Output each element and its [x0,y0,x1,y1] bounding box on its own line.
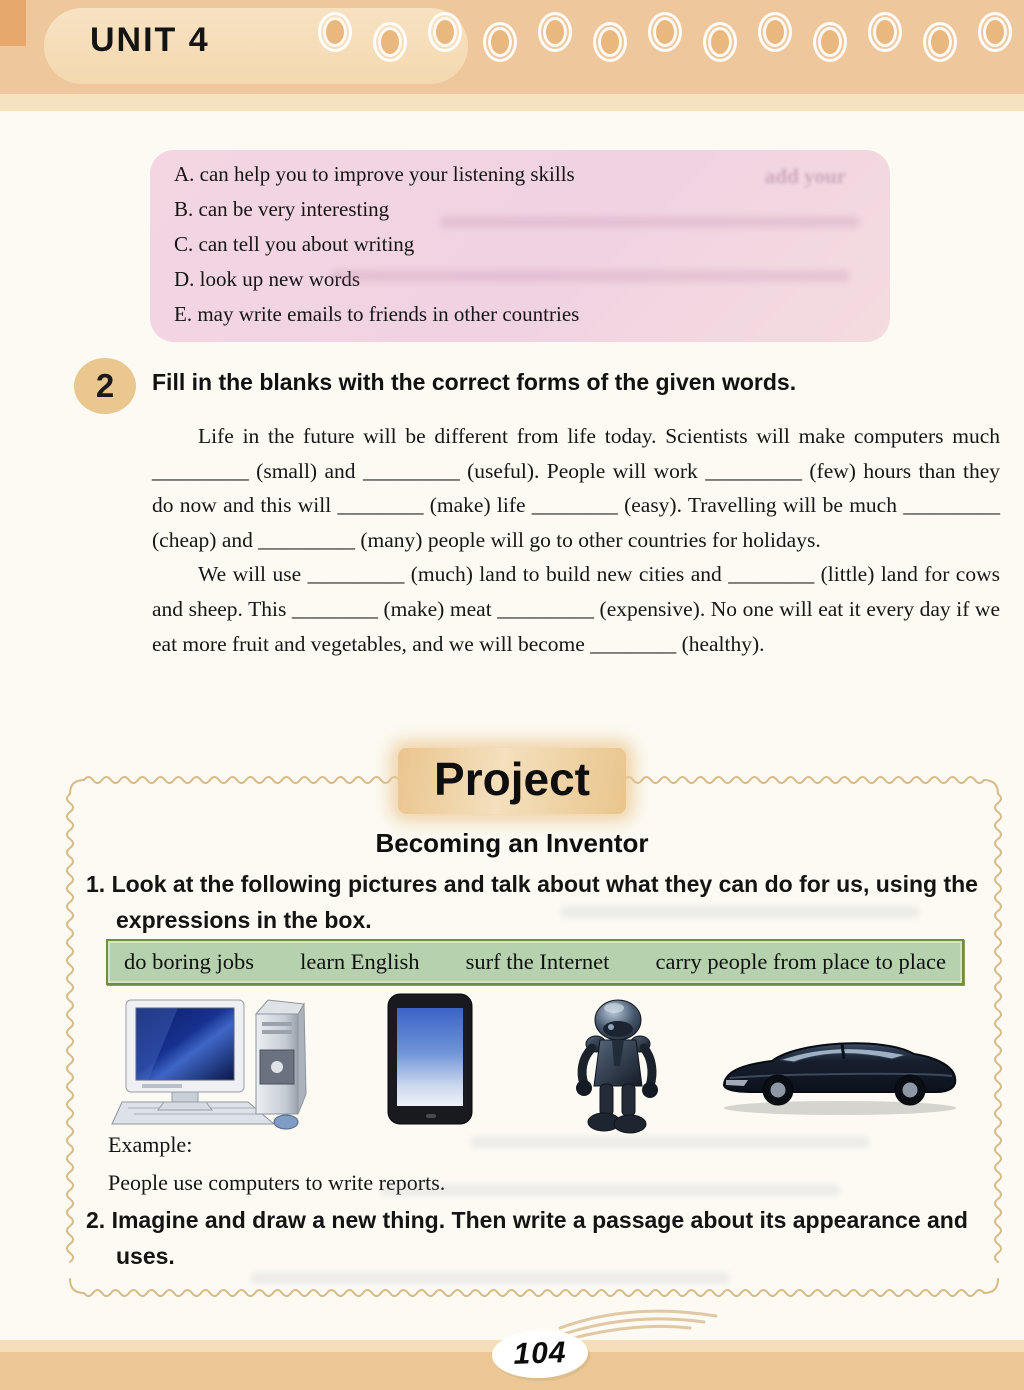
option-a: A. can help you to improve your listening skills [174,162,575,186]
example-sentence: People use computers to write reports. [108,1170,446,1195]
option-d: D. look up new words [174,267,361,291]
smartphone-image [382,992,478,1128]
ring-ornament [318,12,352,52]
humanoid-robot-image [562,996,674,1138]
ring-ornament [428,12,462,52]
exercise-number-badge: 2 [74,358,136,414]
sedan-car-image [714,1022,966,1120]
desktop-computer-image [108,998,314,1132]
task-1-number: 1. [86,871,106,897]
exercise-title: Fill in the blanks with the correct forms of the given words. [152,369,797,395]
bleed-through-text: add your [764,164,846,188]
fill-in-passage [152,419,1000,661]
ring-ornament [373,22,407,62]
bleed-through-artifact [440,216,860,228]
task-2-number: 2. [86,1207,106,1233]
header-strip [0,94,1024,111]
ring-ornament [483,22,517,62]
option-c: C. can tell you about writing [174,232,415,256]
bleed-through-artifact [330,270,850,282]
task-1 [86,866,1004,938]
ring-ornament [758,12,792,52]
project-heading: Project [398,748,626,814]
ring-ornament [978,12,1012,52]
ring-ornament [648,12,682,52]
ring-ornament [813,22,847,62]
task-1-text: Look at the following pictures and talk about what they can do for us, using the expressions in the box. [111,871,978,933]
ring-ornament [703,22,737,62]
header-corner-notch [0,0,26,46]
expression-item: do boring jobs [124,949,255,974]
ring-ornament [593,22,627,62]
bleed-through-artifact [380,1184,840,1196]
ring-ornament [538,12,572,52]
passage-paragraph-1: Life in the future will be different from life today. Scientists will make computers much _________ (small) and _________ (useful). People will work _________ (few) hours than they do now and this will ________ (make) life ________ (easy). Travelling will be much _________ (cheap) and _________ (many) people will go to other countries for holidays. [152,424,1000,552]
option-b: B. can be very interesting [174,197,390,221]
options-box [150,150,890,342]
expression-item: surf the Internet [465,949,610,974]
task-2 [86,1202,1004,1274]
passage-paragraph-2: We will use _________ (much) land to build new cities and ________ (little) land for cows and sheep. This ________ (make) meat _________ (expensive). No one will eat it every day if we eat more fruit and vegetables, and we will become ________ (healthy). [152,562,1000,656]
decorative-rings [318,6,1024,70]
bleed-through-artifact [250,1272,730,1284]
page-number: 104 [512,1336,568,1371]
option-e: E. may write emails to friends in other countries [174,302,580,326]
bleed-through-artifact [470,1136,870,1148]
expressions-box [106,939,964,985]
expression-item: learn English [300,949,420,974]
ring-ornament [923,22,957,62]
project-subtitle: Becoming an Inventor [375,828,649,858]
task-2-text: Imagine and draw a new thing. Then write a passage about its appearance and uses. [111,1207,968,1269]
example-label: Example: [108,1132,193,1157]
ring-ornament [868,12,902,52]
unit-title: UNIT 4 [90,21,210,59]
bleed-through-artifact [560,906,920,918]
expression-item: carry people from place to place [655,949,946,974]
